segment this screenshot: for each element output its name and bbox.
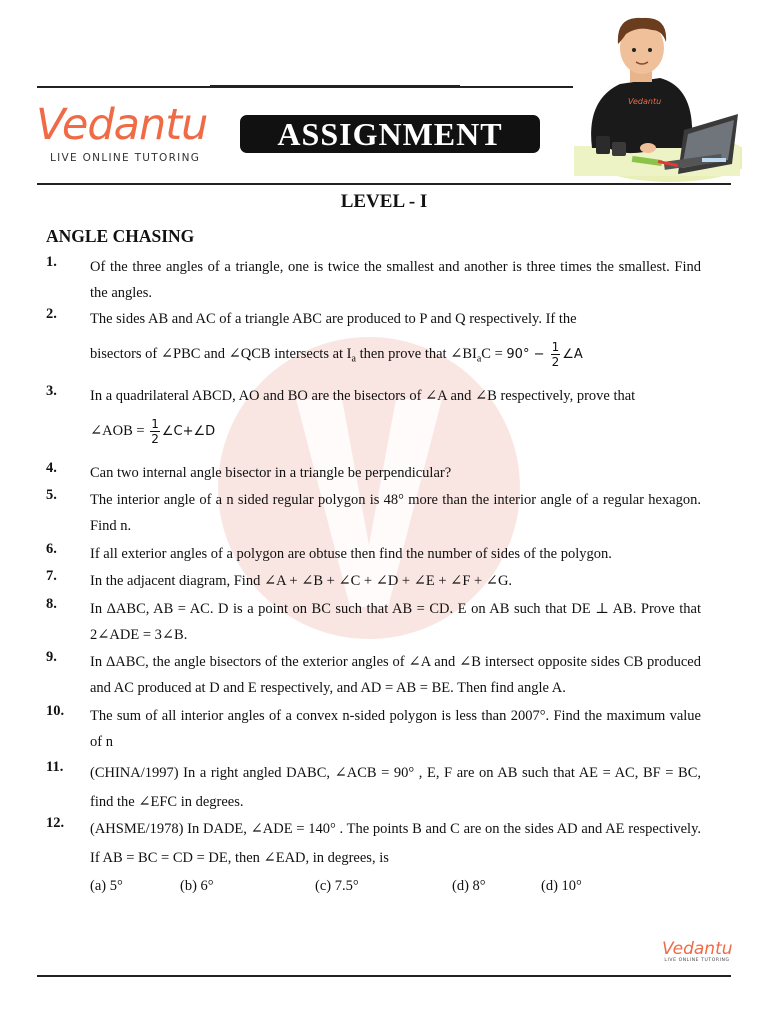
answer-options <box>90 873 701 899</box>
fraction-half <box>551 340 561 369</box>
question-number: 10. <box>46 703 65 719</box>
student-mascot-illustration <box>572 8 742 186</box>
question-text-line-1: In a quadrilateral ABCD, AO and BO are the bisectors of ∠A and ∠B respectively, prove that <box>90 388 636 404</box>
question-number: 2. <box>46 306 57 322</box>
footer-vedantu-logo <box>662 940 732 963</box>
question-text: If all exterior angles of a polygon are obtuse then find the number of sides of the polygon. <box>90 546 612 562</box>
question-text: In ΔABC, AB = AC. D is a point on BC such that AB = CD. E on AB such that DE ⊥ AB. Prove that 2∠ADE = 3∠B. <box>90 601 701 643</box>
question-number: 8. <box>46 596 57 612</box>
fraction-denominator: 2 <box>551 355 560 369</box>
question-text: In the adjacent diagram, Find ∠A + ∠B + ∠C + ∠D + ∠E + ∠F + ∠G. <box>90 573 513 589</box>
question-number: 3. <box>46 383 57 399</box>
question-11 <box>46 759 701 817</box>
question-text-line-1: The sides AB and AC of a triangle ABC are produced to P and Q respectively. If the <box>90 311 577 327</box>
question-9 <box>46 649 701 701</box>
question-1 <box>46 254 701 306</box>
question-number: 1. <box>46 254 57 270</box>
formula-angle: ∠A <box>562 346 583 362</box>
question-number: 5. <box>46 487 57 503</box>
logo-wordmark: Vedantu <box>36 100 208 150</box>
question-number: 12. <box>46 815 65 831</box>
option-c: (c) 7.5° <box>315 878 359 894</box>
subscript: a <box>351 353 356 365</box>
question-text-middle: then prove that ∠BI <box>355 345 477 362</box>
fraction-half <box>150 417 160 446</box>
header-bottom-rule <box>37 183 731 185</box>
footer-rule <box>37 975 731 977</box>
question-10 <box>46 703 701 755</box>
footer-logo-tagline: LIVE ONLINE TUTORING <box>664 958 730 963</box>
option-e: (d) 10° <box>541 878 582 894</box>
question-text: (AHSME/1978) In DADE, ∠ADE = 140° . The points B and C are on the sides AD and AE respectively. If AB = BC = CD = DE, then ∠EAD, in degrees, is <box>90 821 701 866</box>
question-text: Of the three angles of a triangle, one is twice the smallest and another is three times the smallest. Find the angles. <box>90 259 701 301</box>
mascot-shirt-logo: Vedantu <box>628 97 662 106</box>
section-title: ANGLE CHASING <box>46 226 195 246</box>
question-text: The interior angle of a n sided regular polygon is 48° more than the interior angle of a regular hexagon. Find n. <box>90 492 701 534</box>
question-formula <box>90 417 701 446</box>
assignment-banner-text: ASSIGNMENT <box>277 115 503 152</box>
fraction-denominator: 2 <box>151 432 159 446</box>
question-number: 6. <box>46 541 57 557</box>
question-6 <box>46 541 701 567</box>
level-title: LEVEL - I <box>340 191 428 212</box>
logo-tagline: LIVE ONLINE TUTORING <box>50 152 201 164</box>
question-2 <box>46 306 701 373</box>
vedantu-logo <box>36 102 222 164</box>
question-5 <box>46 487 701 539</box>
question-12 <box>46 815 701 899</box>
question-text-prefix: bisectors of ∠PBC and ∠QCB intersects at I <box>90 345 352 362</box>
question-7 <box>46 568 701 594</box>
footer-logo-wordmark: Vedantu <box>662 939 733 959</box>
subscript: a <box>476 353 482 365</box>
question-text: The sum of all interior angles of a convex n-sided polygon is less than 2007°. Find the maximum value of n <box>90 708 701 750</box>
question-number: 9. <box>46 649 57 665</box>
formula-rhs: ∠C+∠D <box>161 423 216 439</box>
option-d: (d) 8° <box>452 878 486 894</box>
formula-lhs: ∠AOB = <box>90 422 149 439</box>
question-8 <box>46 596 701 648</box>
question-number: 7. <box>46 568 57 584</box>
fraction-numerator: 1 <box>551 340 560 354</box>
question-text-suffix: C = <box>481 345 507 362</box>
question-number: 4. <box>46 460 57 476</box>
fraction-numerator: 1 <box>151 417 159 431</box>
option-a: (a) 5° <box>90 878 123 894</box>
question-3 <box>46 383 701 446</box>
formula-value: 90° <box>506 346 530 362</box>
assignment-banner <box>240 115 540 153</box>
question-text: (CHINA/1997) In a right angled DABC, ∠ACB = 90° , E, F are on AB such that AE = AC, BF = BC, find the ∠EFC in degrees. <box>90 765 701 810</box>
question-text: In ΔABC, the angle bisectors of the exterior angles of ∠A and ∠B intersect opposite sides CB produced and AC produced at D and E respectively, and AD = AB = BE. Then find angle A. <box>90 654 701 696</box>
header-top-rule-accent <box>210 85 460 88</box>
question-number: 11. <box>46 759 64 775</box>
question-4 <box>46 460 701 486</box>
question-text-line-2: bisectors of ∠PBC and ∠QCB intersects at $I_a$ then prove that $\angle BI_aC = 90^\circ$ − $\frac{1}{2}$ ∠A <box>90 340 583 369</box>
question-text: Can two internal angle bisector in a triangle be perpendicular? <box>90 465 452 481</box>
option-b: (b) 6° <box>180 878 214 894</box>
